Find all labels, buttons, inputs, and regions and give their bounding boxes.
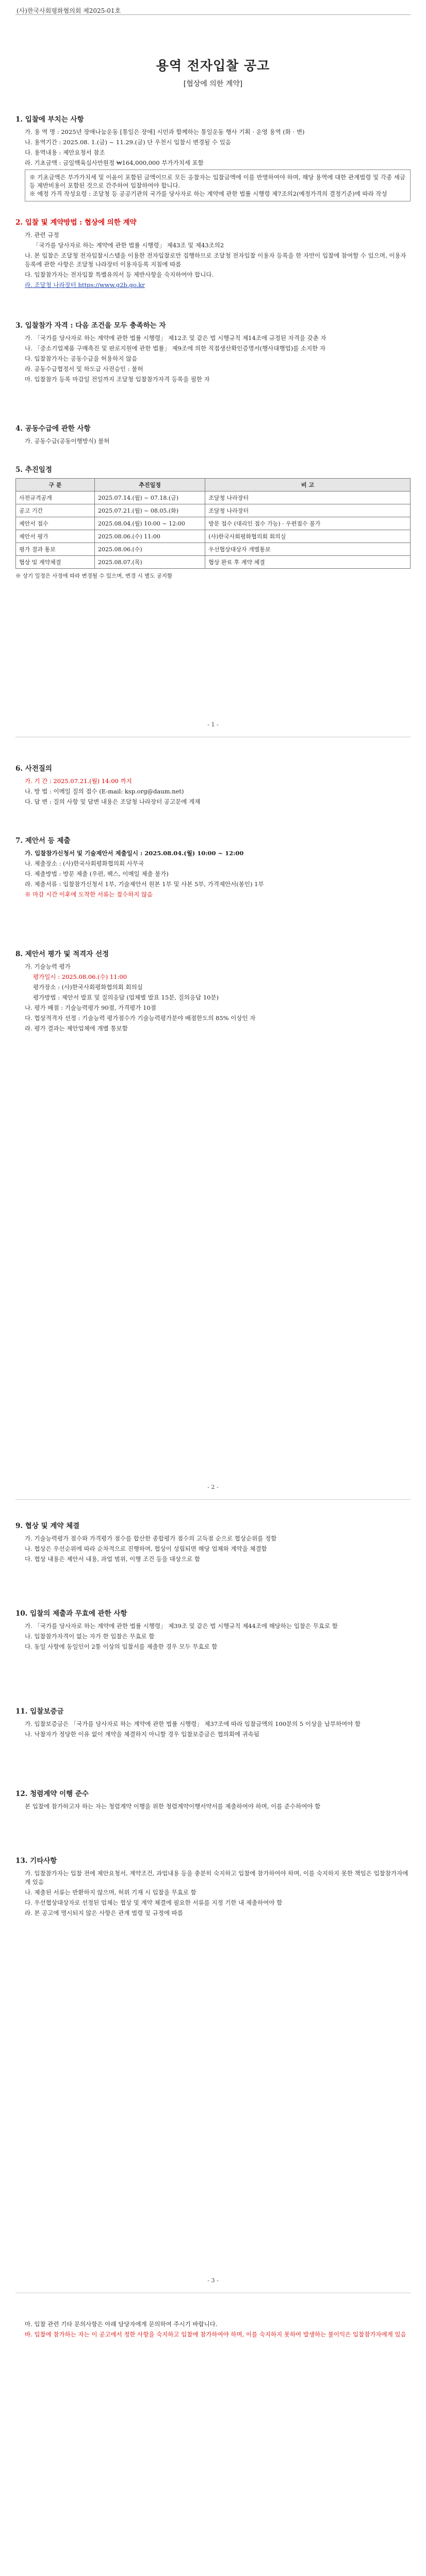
section-heading: 2. 입찰 및 계약방법 : 협상에 의한 계약	[15, 218, 137, 227]
section-heading: 7. 제안서 등 제출	[15, 837, 71, 845]
section-11	[15, 1705, 411, 1740]
item: 다. 제출방법 : 방문 제출 (우편, 팩스, 이메일 제출 불가)	[25, 870, 169, 877]
schedule-table	[15, 478, 411, 569]
cell: 2025.08.06.(수)	[95, 543, 205, 556]
item: 가. 「국가를 당사자로 하는 계약에 관한 법률 시행령」 제12조 및 같은 법 시행규칙 제14조에 규정된 자격을 갖춘 자	[25, 334, 326, 342]
item: 다. 답 변 : 질의 사항 및 답변 내용은 조달청 나라장터 공고문에 게재	[25, 798, 201, 805]
item: 가. 용 역 명 : 2025년 장애나눔운동 [통일은 장애] 시민과 함께하는 통일운동 행사 기획 · 운영 용역 (화 · 변)	[25, 128, 305, 135]
cell: 협상 완료 후 계약 체결	[205, 556, 411, 569]
section-6	[15, 762, 411, 808]
table-row	[16, 530, 411, 543]
document-number: (사)한국사회평화협의회 제2025-01호	[17, 7, 121, 14]
section-heading: 1. 입찰에 부치는 사항	[15, 115, 84, 124]
cell: 조달청 나라장터	[205, 492, 411, 504]
cell: 조달청 나라장터	[205, 504, 411, 517]
section-heading: 4. 공동수급에 관한 사항	[15, 425, 91, 433]
section-heading: 6. 사전질의	[15, 765, 52, 773]
item: 가. 기 간 : 2025.07.21.(월) 14:00 까지	[25, 777, 132, 785]
table-note: ※ 상기 일정은 사정에 따라 변경될 수 있으며, 변경 시 별도 공지함	[15, 573, 173, 579]
item: 다. 우선협상대상자로 선정된 업체는 협상 및 계약 체결에 필요한 서류를 지정 기한 내 제출하여야 함	[25, 1899, 283, 1906]
item: 가. 입찰참가자는 입찰 전에 제안요청서, 계약조건, 과업내용 등을 충분히 숙지하고 입찰에 참가하여야 하며, 이를 숙지하지 못한 책임은 입찰참가자에게 있음	[25, 1870, 408, 1886]
section-heading: 10. 입찰의 제출과 무효에 관한 사항	[15, 1609, 127, 1618]
cell: 우선협상대상자 개별통보	[205, 543, 411, 556]
item: 가. 관련 규정	[25, 231, 59, 239]
cell: 평가 결과 통보	[16, 543, 95, 556]
section-heading: 13. 기타사항	[15, 1857, 57, 1865]
cell: 2025.08.06.(수) 11:00	[95, 530, 205, 543]
item: 나. 제출된 서류는 반환하지 않으며, 허위 기재 시 입찰을 무효로 함	[25, 1889, 196, 1896]
page-number: - 2 -	[207, 1484, 219, 1490]
item: 라. 본 공고에 명시되지 않은 사항은 관계 법령 및 규정에 따름	[25, 1909, 183, 1917]
item: 평가장소 : (사)한국사회평화협의회 회의실	[33, 984, 143, 991]
note: ※ 예정 가격 작성요령 : 조달청 등 공공기관의 국가를 당사자로 하는 계약에 관한 법률 시행령 제7조의2(예정가격의 결정기준)에 따라 작성	[29, 190, 387, 197]
note-box	[25, 170, 411, 201]
item: 나. 협상은 우선순위에 따라 순차적으로 진행하며, 협상이 성립되면 해당 업체와 계약을 체결함	[25, 1545, 267, 1552]
table-row	[16, 556, 411, 569]
link[interactable]: 라. 조달청 나라장터 https://www.g2b.go.kr	[25, 281, 145, 289]
cell: 2025.08.04.(월) 10:00 ~ 12:00	[95, 517, 205, 530]
item: 다. 동일 사항에 동일인이 2통 이상의 입찰서를 제출한 경우 모두 무효로 함	[25, 1643, 218, 1650]
cell: 2025.08.07.(목)	[95, 556, 205, 569]
cell: 사전규격공개	[16, 492, 95, 504]
item: 나. 입찰참가자격이 없는 자가 한 입찰은 무효로 함	[25, 1633, 155, 1640]
section-heading: 11. 입찰보증금	[15, 1707, 64, 1716]
item: 가. 기술능력평가 점수와 가격평가 점수를 합산한 종합평가 점수의 고득점 순으로 협상순위를 정함	[25, 1535, 277, 1542]
section-7	[15, 835, 411, 901]
item: 라. 공동수급협정서 및 하도급 사전승인 : 불허	[25, 365, 143, 372]
section-heading: 5. 추진일정	[15, 466, 52, 474]
section-4	[15, 422, 411, 447]
item: 라. 평가 결과는 제안업체에 개별 통보함	[25, 1025, 128, 1032]
item: 평가일시 : 2025.08.06.(수) 11:00	[33, 973, 127, 980]
section-heading: 8. 제안서 평가 및 적격자 선정	[15, 950, 109, 958]
col-header: 구 분	[16, 479, 95, 492]
cell: 2025.07.21.(월) ~ 08.05.(화)	[95, 504, 205, 517]
section-1	[15, 113, 411, 204]
note: ※ 기초금액은 부가가치세 및 이윤이 포함된 금액이므로 모든 응찰자는 입찰금액에 이를 반영하여야 하며, 해당 용역에 대한 관계법령 및 각종 세금 등 제반비용이 포함된 것으로 간주하여 입찰하여야 합니다.	[29, 174, 405, 189]
section-2	[15, 216, 411, 291]
item: 가. 입찰참가신청서 및 기술제안서 제출일시 : 2025.08.04.(월) 10:00 ~ 12:00	[25, 850, 244, 857]
section-heading: 9. 협상 및 계약 체결	[15, 1522, 80, 1530]
item: 다. 용역내용 : 제안요청서 참조	[25, 149, 105, 156]
item: 다. 입찰참가자는 전자입찰 특별유의서 등 제반사항을 숙지하여야 합니다.	[25, 271, 214, 278]
cell: (사)한국사회평화협의회 회의실	[205, 530, 411, 543]
table-row	[16, 492, 411, 504]
item: 나. 본 입찰은 조달청 전자입찰시스템을 이용한 전자입찰로만 집행하므로 조달청 전자입찰 이용자 등록을 한 자만이 입찰에 참여할 수 있으며, 이용자 등록에 관한 사항은 조달청 나라장터 이용자등록 지침에 따름	[25, 252, 406, 268]
cell: 공고 기간	[16, 504, 95, 517]
item: 나. 낙찰자가 정당한 이유 없이 계약을 체결하지 아니할 경우 입찰보증금은 협의회에 귀속됨	[25, 1731, 259, 1738]
page-number: - 3 -	[207, 2277, 219, 2284]
cell: 제안서 평가	[16, 530, 95, 543]
section-10	[15, 1607, 411, 1653]
table-row	[16, 517, 411, 530]
item: 다. 협상적격자 선정 : 기술능력 평가점수가 기술능력평가분야 배점한도의 85% 이상인 자	[25, 1014, 256, 1022]
item: 가. 공동수급(공동이행방식) 불허	[25, 437, 110, 445]
cell: 방문 접수 (대리인 접수 가능) · 우편접수 불가	[205, 517, 411, 530]
table-header-row	[16, 479, 411, 492]
item: 가. 입찰보증금은 「국가를 당사자로 하는 계약에 관한 법률 시행령」 제37조에 따라 입찰금액의 100분의 5 이상을 납부하여야 함	[25, 1720, 361, 1727]
section-8	[15, 948, 411, 1035]
section-heading: 3. 입찰참가 자격 : 다음 조건을 모두 충족하는 자	[15, 321, 166, 330]
page-number: - 1 -	[207, 721, 219, 728]
item: 다. 입찰참가자는 공동수급을 허용하지 않음	[25, 355, 138, 362]
page-break	[15, 1499, 411, 1500]
item: 가. 「국가를 당사자로 하는 계약에 관한 법률 시행령」 제39조 및 같은 법 시행규칙 제44조에 해당하는 입찰은 무효로 함	[25, 1622, 338, 1630]
section-9	[15, 1520, 411, 1565]
page-title: 용역 전자입찰 공고	[156, 58, 270, 73]
section-13	[15, 1855, 411, 1919]
col-header: 추진일정	[95, 479, 205, 492]
section-heading: 12. 청렴계약 이행 준수	[15, 1790, 89, 1798]
table-row	[16, 543, 411, 556]
item: 나. 방 법 : 이메일 질의 접수 (E-mail: ksp.org@daum.net)	[25, 788, 184, 795]
item: ※ 마감 시간 이후에 도착한 서류는 접수하지 않음	[25, 891, 153, 898]
item: 바. 입찰에 참가하는 자는 이 공고에서 정한 사항을 숙지하고 입찰에 참가하여야 하며, 이를 숙지하지 못하여 발생하는 불이익은 입찰참가자에게 있음	[25, 2331, 406, 2338]
section-5	[15, 464, 411, 582]
page-subtitle: [협상에 의한 계약]	[183, 80, 243, 88]
section-12	[15, 1788, 411, 1812]
item: 나. 평가 배점 : 기술능력평가 90점, 가격평가 10점	[25, 1004, 156, 1011]
item: 나. 용역기간 : 2025.08. 1.(금) ~ 11.29.(금) 단 우천시 입찰시 변경될 수 있음	[25, 139, 231, 146]
item: 라. 기초금액 : 금일백육십사만원정 ₩164,000,000 부가가치세 포함	[25, 159, 204, 166]
cell: 2025.07.14.(월) ~ 07.18.(금)	[95, 492, 205, 504]
item: 나. 제출장소 : (사)한국사회평화협의회 사무국	[25, 860, 144, 867]
cell: 협상 및 계약체결	[16, 556, 95, 569]
header-divider	[15, 14, 411, 15]
item: 마. 입찰 관련 기타 문의사항은 아래 담당자에게 문의하여 주시기 바랍니다.	[25, 2320, 218, 2328]
cell: 제안서 접수	[16, 517, 95, 530]
item: 다. 협상 내용은 제안서 내용, 과업 범위, 이행 조건 등을 대상으로 함	[25, 1555, 201, 1563]
col-header: 비 고	[205, 479, 411, 492]
item: 가. 기술능력 평가	[25, 963, 71, 970]
item: 나. 「중소기업제품 구매촉진 및 판로지원에 관한 법률」 제9조에 의한 직접생산확인증명서(행사대행업)를 소지한 자	[25, 345, 326, 352]
item: 「국가를 당사자로 하는 계약에 관한 법률 시행령」 제43조 및 제43조의2	[33, 242, 224, 249]
table-row	[16, 504, 411, 517]
item: 라. 제출서류 : 입찰참가신청서 1부, 기술제안서 원본 1부 및 사본 5부, 가격제안서(봉인) 1부	[25, 880, 264, 888]
section-13-cont	[15, 2318, 411, 2341]
section-3	[15, 319, 411, 385]
item: 본 입찰에 참가하고자 하는 자는 청렴계약 이행을 위한 청렴계약이행서약서를 제출하여야 하며, 이를 준수하여야 함	[25, 1803, 321, 1810]
item: 마. 입찰참가 등록 마감일 전일까지 조달청 입찰참가자격 등록을 필한 자	[25, 376, 210, 383]
item: 평가방법 : 제안서 발표 및 질의응답 (업체별 발표 15분, 질의응답 10분)	[33, 994, 219, 1001]
